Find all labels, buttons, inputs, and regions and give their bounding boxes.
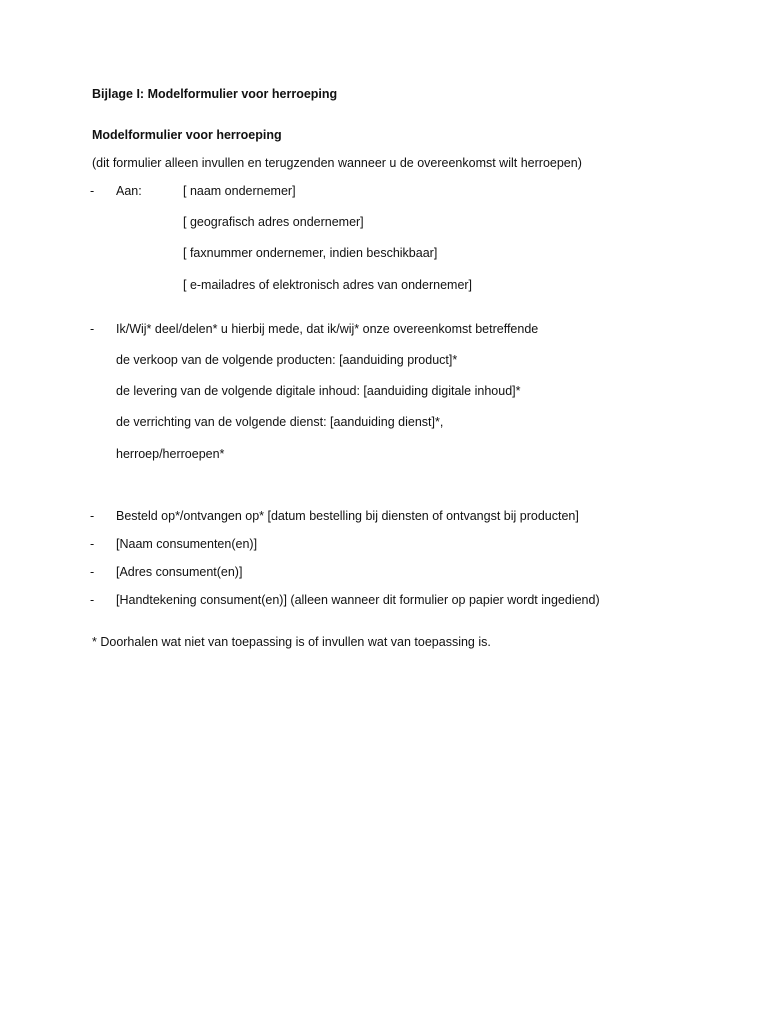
declaration-line: de levering van de volgende digitale inhoud: [aanduiding digitale inhoud]* <box>116 384 521 398</box>
declaration-line: de verkoop van de volgende producten: [aanduiding product]* <box>116 353 458 367</box>
bullet-dash: - <box>90 537 95 551</box>
footnote: * Doorhalen wat niet van toepassing is of invullen wat van toepassing is. <box>92 635 491 649</box>
consumer-signature-field: [Handtekening consument(en)] (alleen wanneer dit formulier op papier wordt ingediend) <box>116 593 600 607</box>
to-field-address: [ geografisch adres ondernemer] <box>183 215 364 229</box>
to-label: Aan: <box>116 184 142 198</box>
declaration-line: herroep/herroepen* <box>116 447 225 461</box>
annex-heading: Bijlage I: Modelformulier voor herroeping <box>92 87 338 101</box>
declaration-line: Ik/Wij* deel/delen* u hierbij mede, dat ik/wij* onze overeenkomst betreffende <box>116 322 539 336</box>
instruction-text: (dit formulier alleen invullen en terugzenden wanneer u de overeenkomst wilt herroepen) <box>92 156 582 170</box>
bullet-dash: - <box>90 322 95 336</box>
bullet-dash: - <box>90 593 95 607</box>
to-field-fax: [ faxnummer ondernemer, indien beschikbaar] <box>183 246 438 260</box>
bullet-dash: - <box>90 565 95 579</box>
consumer-address-field: [Adres consument(en)] <box>116 565 243 579</box>
form-title: Modelformulier voor herroeping <box>92 128 282 142</box>
to-field-email: [ e-mailadres of elektronisch adres van ondernemer] <box>183 278 473 292</box>
declaration-line: de verrichting van de volgende dienst: [aanduiding dienst]*, <box>116 415 444 429</box>
consumer-name-field: [Naam consumenten(en)] <box>116 537 258 551</box>
bullet-dash: - <box>90 509 95 523</box>
bullet-dash: - <box>90 184 95 198</box>
to-field-name: [ naam ondernemer] <box>183 184 296 198</box>
order-date-field: Besteld op*/ontvangen op* [datum bestelling bij diensten of ontvangst bij producten] <box>116 509 579 523</box>
